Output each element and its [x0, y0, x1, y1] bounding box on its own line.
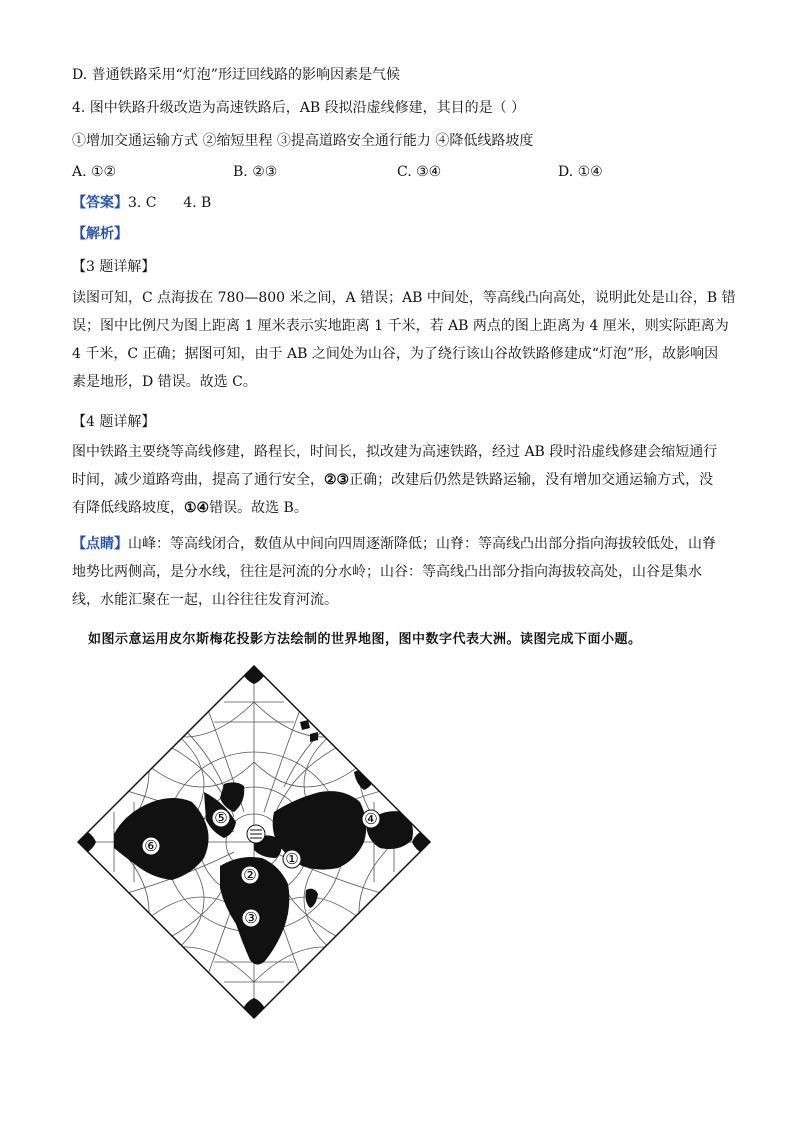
continent-label-3: ③	[244, 909, 258, 927]
continent-label-5: ⑤	[214, 809, 228, 827]
continent-label-1: ①	[285, 850, 299, 868]
tip-tag: 【点睛】	[72, 536, 128, 552]
q4-choices: ①增加交通运输方式 ②缩短里程 ③提高道路安全通行能力 ④降低线路坡度	[72, 133, 534, 149]
detail4-choice-ref: ②③	[324, 472, 350, 488]
q4-option-c: C. ③④	[397, 164, 442, 180]
detail3-line: 误；图中比例尺为图上距离 1 厘米表示实地距离 1 千米，若 AB 两点的图上距离为 4 厘米，则实际距离为	[72, 318, 729, 334]
detail4-title: 【4 题详解】	[72, 414, 156, 430]
detail4-text: 正确；改建后仍然是铁路运输，没有增加交通运输方式，没	[349, 472, 714, 488]
detail3-line: 素是地形，D 错误。故选 C。	[72, 374, 257, 390]
tip-body	[72, 530, 724, 614]
detail4-choice-ref: ①④	[184, 500, 210, 516]
detail3-body	[72, 284, 736, 396]
detail4-text: 错误。故选 B。	[209, 500, 308, 516]
world-map	[74, 662, 434, 1022]
detail3-title: 【3 题详解】	[72, 259, 156, 275]
q4-option-d: D. ①④	[558, 164, 603, 180]
tip-line: 地势比两侧高，是分水线，往往是河流的分水岭；山谷：等高线凸出部分指向海拔较高处，山谷是集水	[72, 564, 702, 580]
pole-marker	[247, 825, 265, 843]
detail3-line: 读图可知，C 点海拔在 780—800 米之间，A 错误；AB 中间处，等高线凸向高处，说明此处是山谷，B 错	[72, 290, 736, 306]
detail4-line	[72, 494, 724, 522]
q4-option-b: B. ②③	[233, 164, 278, 180]
q3-option-d: D. 普通铁路采用“灯泡”形迂回线路的影响因素是气候	[72, 67, 400, 83]
tip-text: 山峰：等高线闭合，数值从中间向四周逐渐降低；山脊：等高线凸出部分指向海拔较低处，山脊	[128, 536, 716, 552]
continent-label-6: ⑥	[144, 837, 158, 855]
detail4-text: 时间，减少道路弯曲，提高了通行安全，	[72, 472, 324, 488]
tip-line: 线，水能汇聚在一起，山谷往往发育河流。	[72, 592, 338, 608]
figure-caption: 如图示意运用皮尔斯梅花投影方法绘制的世界地图，图中数字代表大洲。读图完成下面小题。	[88, 632, 642, 647]
answer-tag: 【答案】	[72, 195, 128, 211]
answer-text: 3. C 4. B	[128, 195, 212, 211]
detail4-line	[72, 466, 724, 494]
analysis-tag: 【解析】	[72, 226, 128, 242]
continent-label-2: ②	[243, 866, 257, 884]
q4-stem: 4. 图中铁路升级改造为高速铁路后，AB 段拟沿虚线修建，其目的是（ ）	[72, 100, 526, 116]
q4-option-a: A. ①②	[72, 164, 117, 180]
detail4-line: 图中铁路主要绕等高线修建，路程长，时间长，拟改建为高速铁路，经过 AB 段时沿虚线修建会缩短通行	[72, 444, 718, 460]
detail3-line: 4 千米，C 正确；据图可知，由于 AB 之间处为山谷，为了绕行该山谷故铁路修建成“灯泡”形，故影响因	[72, 346, 719, 362]
answer-line	[72, 194, 211, 212]
continent-label-4: ④	[364, 810, 378, 828]
detail4-body	[72, 438, 724, 522]
tip-line	[72, 530, 724, 558]
detail4-text: 有降低线路坡度，	[72, 500, 184, 516]
